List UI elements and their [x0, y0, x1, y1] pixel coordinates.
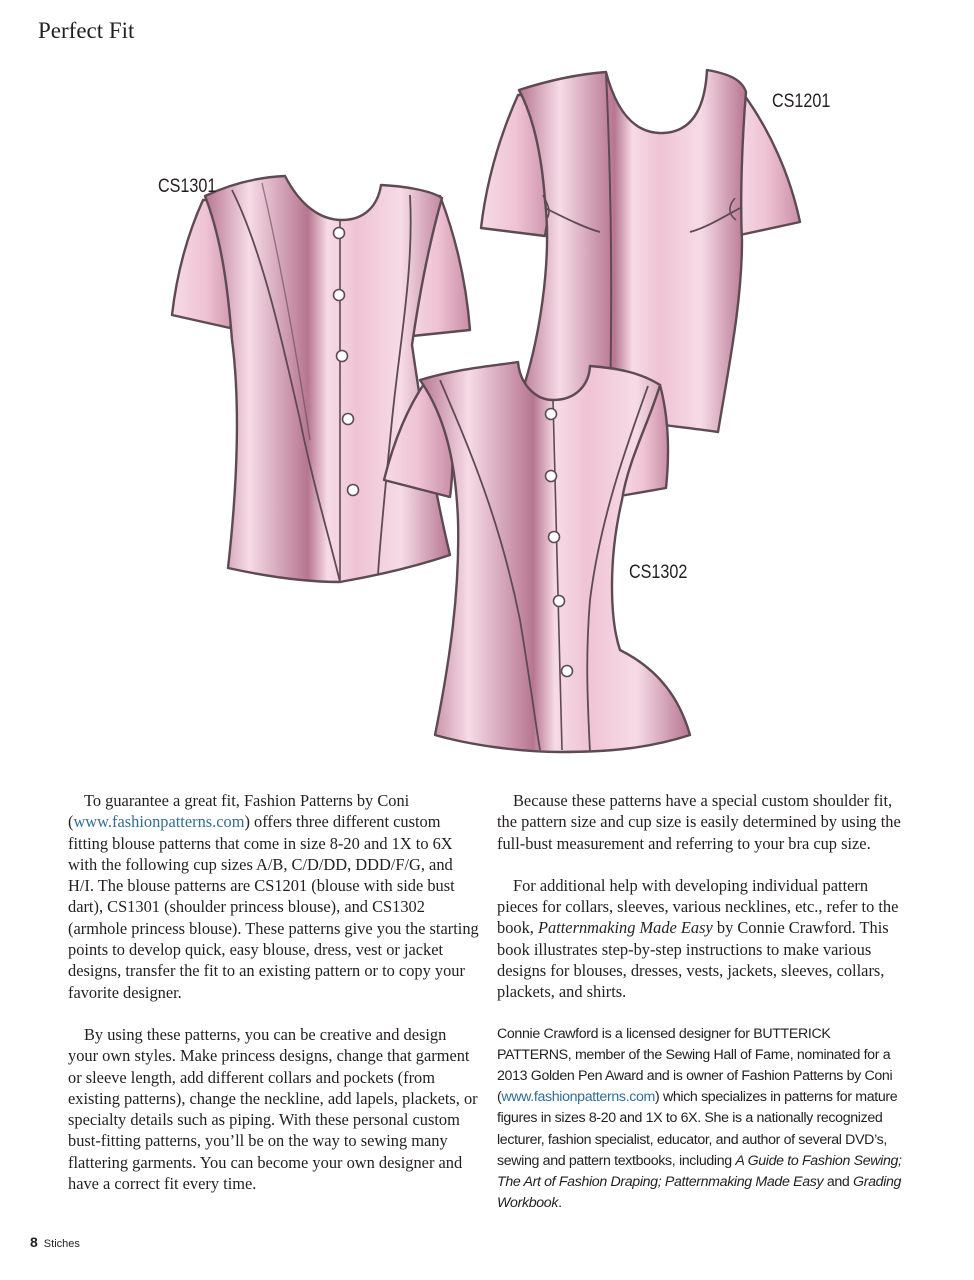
- label-cs1302: CS1302: [629, 560, 688, 583]
- book-title: Patternmaking Made Easy: [537, 918, 713, 938]
- right-paragraph-2: For additional help with developing individual pattern pieces for collars, sleeves, various necklines, etc., refer to the book, Patternmaking Made Easy by Connie Crawford. This book illustrates step-by-step instructions to make various designs for blouses, dresses, vests, jackets, sleeves, collars, plackets, and shirts.: [497, 875, 899, 1002]
- author-bio: Connie Crawford is a licensed designer for BUTTERICK PATTERNS, member of the Sewing Hall of Fame, nominated for a 2013 Golden Pen Award and is owner of Fashion Patterns by Coni (www.fashionpatterns.com) which specializes in patterns for mature figures in sizes 8-20 and 1X to 6X. She is a nationally recognized lecturer, fashion specialist, educator, and author of several DVD’s, sewing and pattern textbooks, including A Guide to Fashion Sewing; The Art of Fashion Draping; Patternmaking Made Easy and Grading Workbook.: [497, 1025, 902, 1212]
- page-number: 8: [30, 1234, 38, 1250]
- left-paragraph-1: To guarantee a great fit, Fashion Patterns by Coni (www.fashionpatterns.com) offers three different custom fitting blouse patterns that come in size 8-20 and 1X to 6X with the following cup sizes A/B, C/D/DD, DDD/F/G, and H/I. The blouse patterns are CS1201 (blouse with side bust dart), CS1301 (shoulder princess blouse), and CS1302 (armhole princess blouse). These patterns give you the starting points to develop quick, easy blouse, dress, vest or jacket designs, transfer the fit to an existing pattern or to copy your favorite designer.: [68, 791, 479, 1002]
- label-cs1201: CS1201: [772, 89, 831, 112]
- cs1301-body: [205, 176, 450, 582]
- article-right-column: [497, 790, 907, 1215]
- section-title: Perfect Fit: [38, 18, 135, 43]
- website-link[interactable]: www.fashionpatterns.com: [73, 812, 245, 832]
- left-paragraph-2: By using these patterns, you can be creative and design your own styles. Make princess designs, change that garment or sleeve length, add different collars and pockets (from existing patterns), change the neckline, add lapels, plackets, or specialty details such as piping. With these personal custom bust-fitting patterns, you’ll be on the way to sewing many flattering garments. You can become your own designer and have a correct fit every time.: [68, 1024, 478, 1194]
- bio-website-link[interactable]: www.fashionpatterns.com: [501, 1089, 655, 1106]
- page-footer: [30, 1234, 80, 1250]
- label-cs1301: CS1301: [158, 174, 217, 197]
- right-paragraph-1: Because these patterns have a special custom shoulder fit, the pattern size and cup size is easily determined by using the full-bust measurement and referring to your bra cup size.: [497, 791, 901, 853]
- article-left-column: [68, 790, 480, 1194]
- magazine-name: Stiches: [43, 1238, 80, 1250]
